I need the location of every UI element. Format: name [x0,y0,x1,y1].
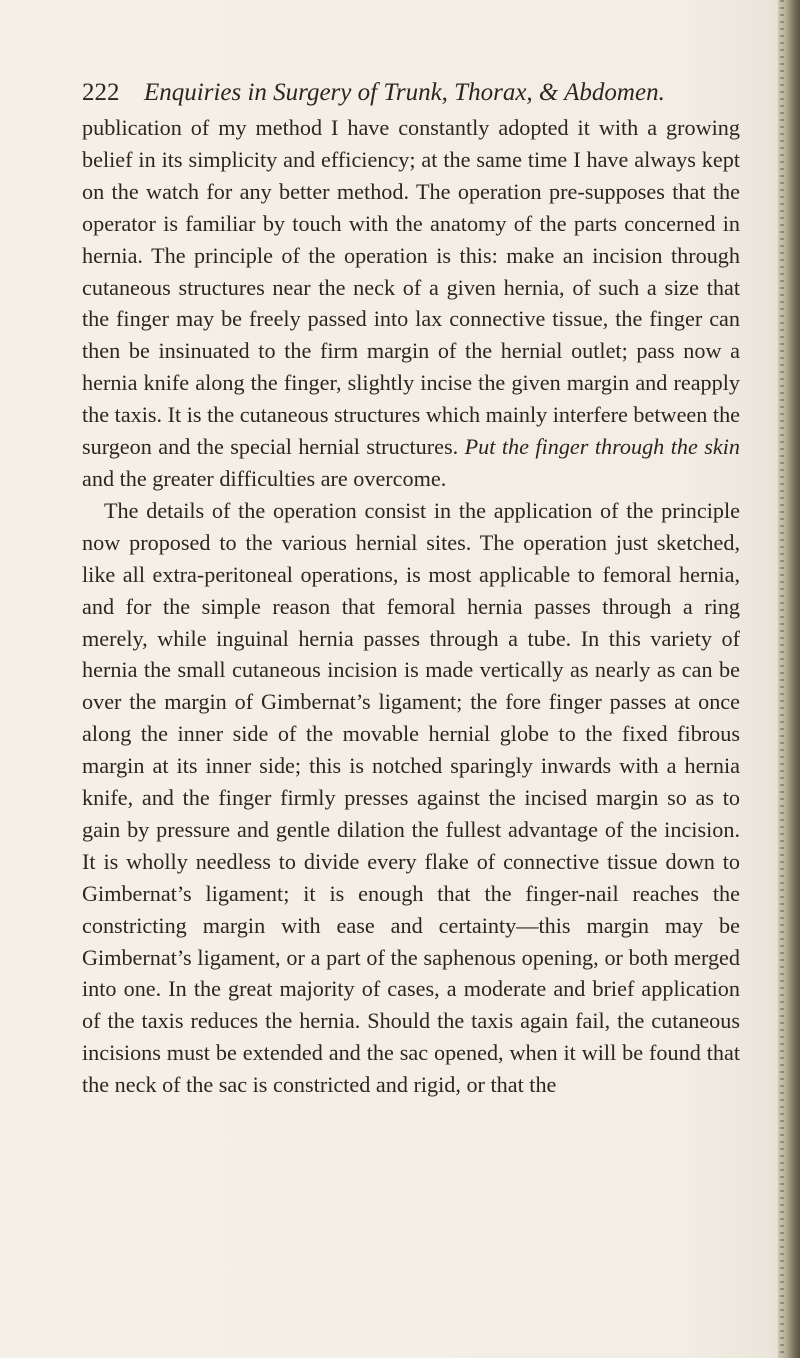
paragraph-1-italic-phrase: Put the finger through the skin [464,434,740,460]
body-text [82,112,740,1101]
page-number: 222 [82,79,120,106]
paragraph-1 [82,112,740,495]
running-title: Enquiries in Surgery of Trunk, Thorax, & Abdomen. [144,79,665,106]
paragraph-1-text-a: publication of my method I have constantly adopted it with a growing belief in its simplicity and efficiency; at the same time I have always kept on the watch for any better method. The operation pre-supposes that the operator is familiar by touch with the anatomy of the parts concerned in hernia. The principle of the operation is this: make an incision through cutaneous structures near the neck of a given hernia, of such a size that the finger may be freely passed into lax connective tissue, the finger can then be insinuated to the firm margin of the hernial outlet; pass now a hernia knife along the finger, slightly incise the given margin and reapply the taxis. It is the cutaneous structures which mainly interfere between the surgeon and the special hernial structures. [82,115,741,460]
page-edge-shadow [778,0,800,1358]
paragraph-1-text-b: and the greater difficulties are overcome. [82,465,447,491]
paragraph-2: The details of the operation consist in the application of the principle now proposed to the various hernial sites. The operation just sketched, like all extra-peritoneal operations, is most applicable to femoral hernia, and for the simple reason that femoral hernia passes through a ring merely, while inguinal hernia passes through a tube. In this variety of hernia the small cutaneous incision is made vertically as nearly as can be over the margin of Gimbernat’s ligament; the fore finger passes at once along the inner side of the movable hernial globe to the fixed fibrous margin at its inner side; this is notched sparingly inwards with a hernia knife, and the finger firmly presses against the incised margin so as to gain by pressure and gentle dilation the fullest advantage of the incision. It is wholly needless to divide every flake of connective tissue down to Gimbernat’s ligament; it is enough that the finger-nail reaches the constricting margin with ease and certainty—this margin may be Gimbernat’s ligament, or a part of the saphenous opening, or both merged into one. In the great majority of cases, a moderate and brief application of the taxis reduces the hernia. Should the taxis again fail, the cutaneous incisions must be extended and the sac opened, when it will be found that the neck of the sac is constricted and rigid, or that the [82,497,740,1098]
